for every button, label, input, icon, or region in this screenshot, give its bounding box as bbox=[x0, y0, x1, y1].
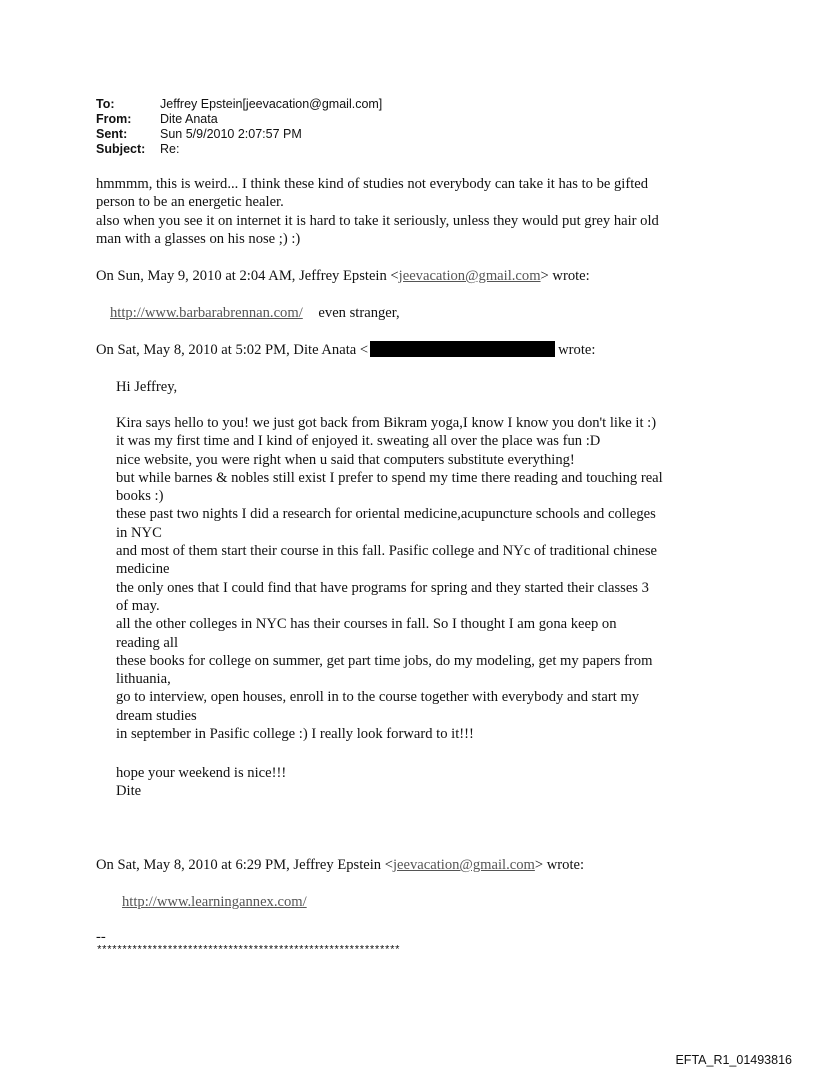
redacted-email-block bbox=[370, 341, 555, 357]
quote3-email-link[interactable]: jeevacation@gmail.com bbox=[392, 857, 535, 873]
to-value: Jeffrey Epstein[jeevacation@gmail.com] bbox=[160, 97, 383, 111]
quote2-line: and most of them start their course in this fall. Pasific college and NYc of traditional chinese bbox=[116, 543, 658, 560]
closing-line: hope your weekend is nice!!! bbox=[116, 765, 287, 781]
quote2-line: these past two nights I did a research for oriental medicine,acupuncture schools and colleges bbox=[116, 506, 656, 523]
quote1-email-link[interactable]: jeevacation@gmail.com bbox=[398, 268, 541, 284]
quote2-line: in NYC bbox=[116, 524, 162, 541]
quote2-greeting: Hi Jeffrey, bbox=[116, 379, 178, 395]
quote2-suffix: wrote: bbox=[558, 342, 596, 358]
quote3-suffix: > wrote: bbox=[534, 857, 585, 873]
subject-row bbox=[96, 142, 382, 157]
quote2-line: these books for college on summer, get part time jobs, do my modeling, get my papers from bbox=[116, 652, 653, 669]
signature-dashes: -- bbox=[96, 929, 106, 945]
quote3-prefix: On Sat, May 8, 2010 at 6:29 PM, Jeffrey Epstein < bbox=[96, 857, 393, 873]
quote2-line: go to interview, open houses, enroll in to the course together with everybody and start my bbox=[116, 689, 640, 706]
from-value: Dite Anata bbox=[160, 112, 218, 126]
reply-line: hmmmm, this is weird... I think these kind of studies not everybody can take it has to be gifted bbox=[96, 176, 649, 192]
subject-value: Re: bbox=[160, 142, 180, 156]
quote2-line: books :) bbox=[116, 488, 164, 505]
quote2-line: it was my first time and I kind of enjoyed it. sweating all over the place was fun :D bbox=[116, 433, 601, 450]
quote2-line: lithuania, bbox=[116, 671, 171, 688]
quote1-text: even stranger, bbox=[318, 305, 400, 321]
quote2-line: in september in Pasific college :) I really look forward to it!!! bbox=[116, 726, 474, 743]
barbarabrennan-link[interactable]: http://www.barbarabrennan.com/ bbox=[110, 305, 303, 321]
subject-label: Subject: bbox=[96, 142, 146, 156]
quote1-attribution bbox=[96, 267, 590, 285]
reply-line: also when you see it on internet it is hard to take it seriously, unless they would put grey hair old bbox=[96, 212, 659, 229]
quote2-attribution bbox=[96, 341, 595, 359]
from-label: From: bbox=[96, 112, 132, 126]
reply-line: man with a glasses on his nose ;) :) bbox=[96, 230, 301, 247]
quote2-body bbox=[116, 414, 663, 743]
quote2-line: all the other colleges in NYC has their courses in fall. So I thought I am gona keep on bbox=[116, 616, 617, 633]
quote2-closing bbox=[116, 764, 286, 801]
quote1-suffix: > wrote: bbox=[540, 268, 590, 284]
to-label: To: bbox=[96, 97, 115, 111]
sent-value: Sun 5/9/2010 2:07:57 PM bbox=[160, 127, 302, 141]
signature-name: Dite bbox=[116, 783, 142, 800]
quote2-line: but while barnes & nobles still exist I prefer to spend my time there reading and touching real bbox=[116, 469, 663, 486]
quote3-attribution bbox=[96, 856, 584, 874]
quote1-prefix: On Sun, May 9, 2010 at 2:04 AM, Jeffrey Epstein < bbox=[96, 268, 399, 284]
sent-label: Sent: bbox=[96, 127, 128, 141]
signature-stars: ************************************************************ bbox=[96, 945, 400, 957]
quote2-line: of may. bbox=[116, 597, 160, 614]
quote2-line: the only ones that I could find that have programs for spring and they started their classes 3 bbox=[116, 579, 649, 596]
quote1-body bbox=[110, 304, 400, 322]
sent-row bbox=[96, 127, 382, 142]
quote2-line: Kira says hello to you! we just got back from Bikram yoga,I know I know you don't like it :) bbox=[116, 415, 657, 431]
quote2-line: dream studies bbox=[116, 707, 197, 724]
reply-body bbox=[96, 175, 659, 248]
quote2-prefix: On Sat, May 8, 2010 at 5:02 PM, Dite Anata < bbox=[96, 342, 369, 358]
from-row bbox=[96, 112, 382, 127]
quote2-line: nice website, you were right when u said that computers substitute everything! bbox=[116, 451, 575, 468]
reply-line: person to be an energetic healer. bbox=[96, 194, 284, 211]
quote2-line: medicine bbox=[116, 561, 170, 578]
document-id: EFTA_R1_01493816 bbox=[675, 1053, 792, 1067]
quote3-body bbox=[122, 893, 307, 911]
to-row bbox=[96, 97, 382, 112]
email-header bbox=[96, 97, 382, 157]
quote2-line: reading all bbox=[116, 634, 178, 651]
learningannex-link[interactable]: http://www.learningannex.com/ bbox=[122, 894, 307, 910]
